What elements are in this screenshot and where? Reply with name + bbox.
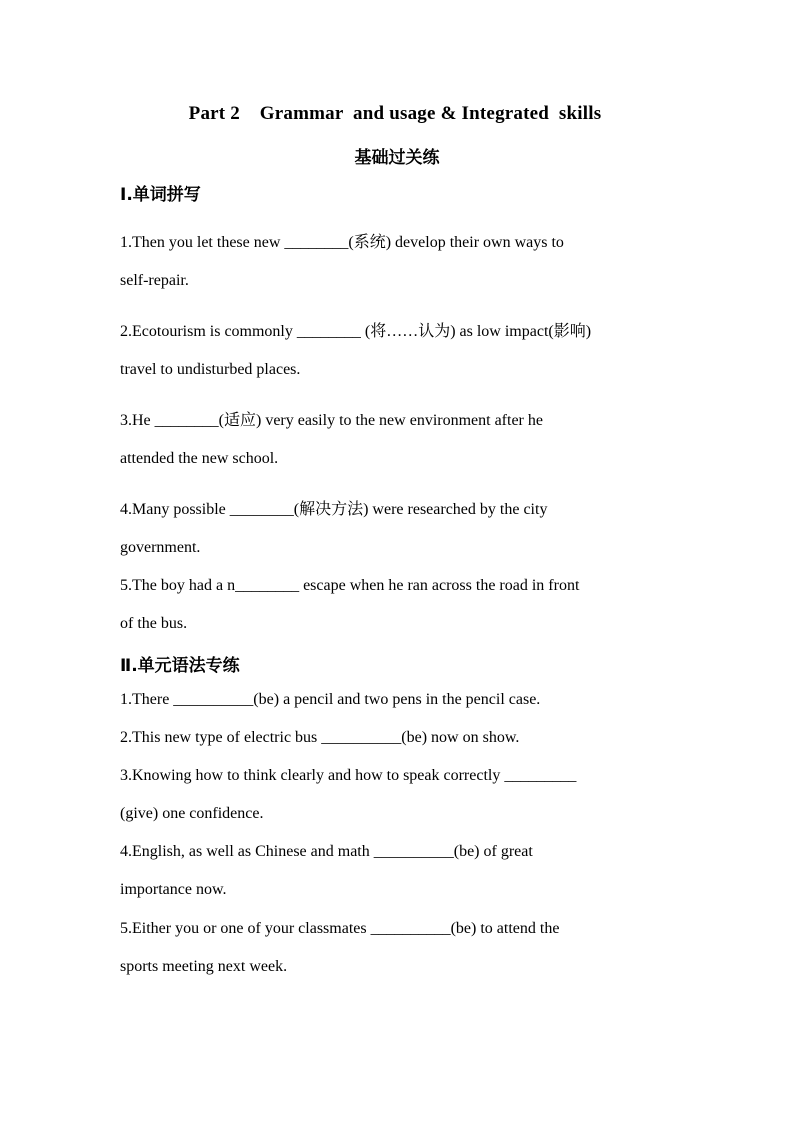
section-heading-grammar: Ⅱ.单元语法专练 bbox=[120, 656, 240, 676]
vocabulary-question-1-line-2: self-repair. bbox=[120, 272, 189, 289]
vocabulary-question-1-line-1: 1.Then you let these new ________(系统) develop their own ways to bbox=[120, 234, 564, 251]
grammar-question-5-line-2: sports meeting next week. bbox=[120, 958, 288, 975]
grammar-question-4-line-1: 4.English, as well as Chinese and math __________(be) of great bbox=[120, 843, 533, 860]
grammar-question-1: 1.There __________(be) a pencil and two pens in the pencil case. bbox=[120, 691, 541, 708]
grammar-question-2: 2.This new type of electric bus __________(be) now on show. bbox=[120, 729, 520, 746]
vocabulary-question-5-line-2: of the bus. bbox=[120, 615, 188, 632]
section-heading-vocabulary: Ⅰ.单词拼写 bbox=[120, 185, 201, 205]
vocabulary-question-5-line-1: 5.The boy had a n________ escape when he ran across the road in front bbox=[120, 577, 580, 594]
vocabulary-question-4-line-1: 4.Many possible ________(解决方法) were researched by the city bbox=[120, 501, 548, 518]
grammar-question-4-line-2: importance now. bbox=[120, 881, 227, 898]
vocabulary-question-3-line-1: 3.He ________(适应) very easily to the new environment after he bbox=[120, 412, 543, 429]
vocabulary-question-2-line-2: travel to undisturbed places. bbox=[120, 361, 301, 378]
page-title: Part 2 Grammar and usage & Integrated skills bbox=[188, 103, 602, 124]
grammar-question-5-line-1: 5.Either you or one of your classmates __________(be) to attend the bbox=[120, 920, 560, 937]
grammar-question-3-line-2: (give) one confidence. bbox=[120, 805, 264, 822]
vocabulary-question-3-line-2: attended the new school. bbox=[120, 450, 279, 467]
grammar-question-3-line-1: 3.Knowing how to think clearly and how to speak correctly _________ bbox=[120, 767, 577, 784]
vocabulary-question-2-line-1: 2.Ecotourism is commonly ________ (将……认为) as low impact(影响) bbox=[120, 323, 592, 340]
vocabulary-question-4-line-2: government. bbox=[120, 539, 201, 556]
page-subtitle: 基础过关练 bbox=[354, 148, 440, 168]
